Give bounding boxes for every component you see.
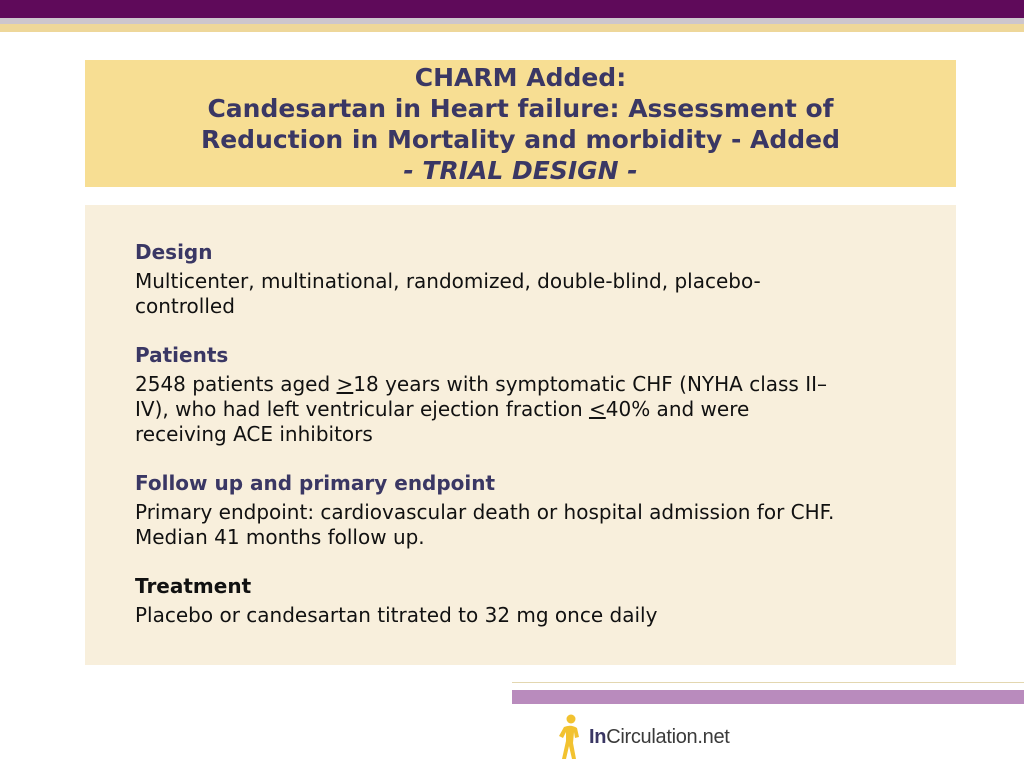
design-heading: Design: [135, 240, 213, 264]
followup-text: [135, 500, 945, 550]
top-bar-gold: [0, 24, 1024, 32]
patients-text-2: 18 years with symptomatic CHF (NYHA class II–: [353, 372, 828, 396]
patients-text-1: 2548 patients aged: [135, 372, 337, 396]
patients-text-5: receiving ACE inhibitors: [135, 422, 373, 446]
logo-brand-rest: Circulation.net: [606, 725, 730, 748]
person-icon: [555, 713, 585, 761]
followup-line-2: Median 41 months follow up.: [135, 525, 425, 549]
design-line-1: Multicenter, multinational, randomized, double-blind, placebo-: [135, 269, 761, 293]
patients-heading: Patients: [135, 343, 229, 367]
design-line-2: controlled: [135, 294, 235, 318]
top-bar-purple: [0, 0, 1024, 18]
lte-symbol: <: [588, 397, 606, 421]
patients-text-4: 40% and were: [605, 397, 750, 421]
content-panel: [85, 205, 956, 665]
treatment-text: [135, 603, 945, 628]
bottom-accent-bar: [512, 690, 1024, 704]
followup-heading: Follow up and primary endpoint: [135, 471, 496, 495]
bottom-divider-line: [512, 682, 1024, 683]
title-line-2: Candesartan in Heart failure: Assessment of: [207, 93, 834, 123]
slide-title: [85, 60, 956, 187]
title-line-4: - TRIAL DESIGN -: [403, 155, 638, 185]
treatment-heading: Treatment: [135, 574, 252, 598]
logo-text: [589, 726, 730, 749]
title-line-1: CHARM Added:: [414, 62, 627, 92]
patients-text: [135, 372, 945, 447]
logo-brand-bold: In: [589, 725, 607, 748]
treatment-line-1: Placebo or candesartan titrated to 32 mg once daily: [135, 603, 658, 627]
gte-symbol: >: [336, 372, 354, 396]
followup-line-1: Primary endpoint: cardiovascular death or hospital admission for CHF.: [135, 500, 835, 524]
design-text: [135, 269, 945, 319]
incirculation-logo: [555, 712, 730, 762]
title-line-3: Reduction in Mortality and morbidity - Added: [200, 124, 841, 154]
patients-text-3: IV), who had left ventricular ejection fraction: [135, 397, 589, 421]
